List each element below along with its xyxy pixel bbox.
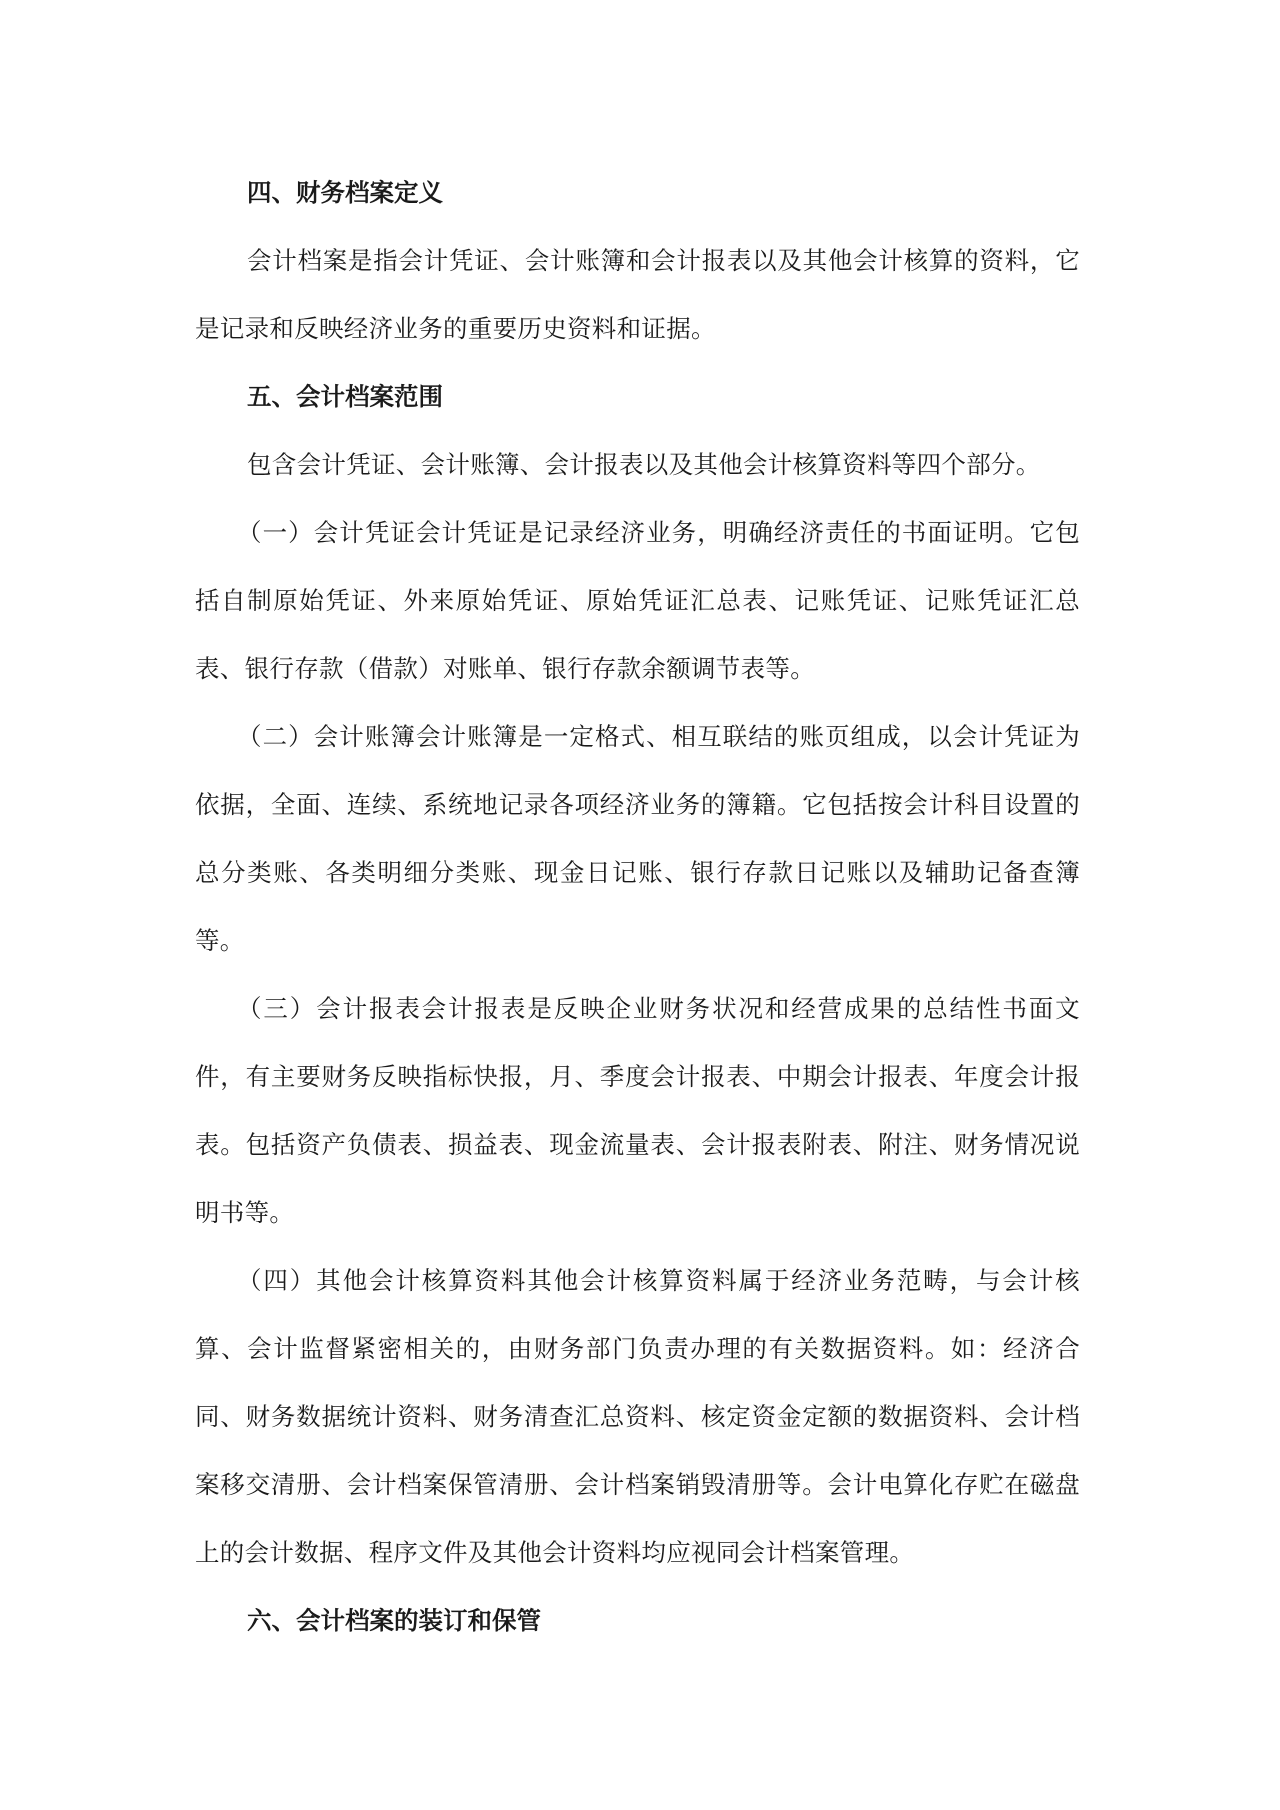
scope-item-vouchers: （一）会计凭证会计凭证是记录经济业务，明确经济责任的书面证明。它包括自制原始凭证、外来原始凭证、原始凭证汇总表、记账凭证、记账凭证汇总表、银行存款（借款）对账单、银行存款余额调节表等。 — [195, 518, 1080, 683]
section-heading-definition: 四、财务档案定义 — [247, 178, 443, 207]
scope-item-other-materials: （四）其他会计核算资料其他会计核算资料属于经济业务范畴，与会计核算、会计监督紧密相关的，由财务部门负责办理的有关数据资料。如：经济合同、财务数据统计资料、财务清查汇总资料、核定资金定额的数据资料、会计档案移交清册、会计档案保管清册、会计档案销毁清册等。会计电算化存贮在磁盘上的会计数据、程序文件及其他会计资料均应视同会计档案管理。 — [195, 1266, 1080, 1567]
section-heading-scope: 五、会计档案范围 — [247, 382, 443, 411]
definition-paragraph: 会计档案是指会计凭证、会计账簿和会计报表以及其他会计核算的资料，它是记录和反映经济业务的重要历史资料和证据。 — [195, 246, 1080, 343]
scope-item-reports: （三）会计报表会计报表是反映企业财务状况和经营成果的总结性书面文件，有主要财务反映指标快报，月、季度会计报表、中期会计报表、年度会计报表。包括资产负债表、损益表、现金流量表、会计报表附表、附注、财务情况说明书等。 — [195, 994, 1080, 1227]
scope-item-ledgers: （二）会计账簿会计账簿是一定格式、相互联结的账页组成，以会计凭证为依据，全面、连续、系统地记录各项经济业务的簿籍。它包括按会计科目设置的总分类账、各类明细分类账、现金日记账、银行存款日记账以及辅助记备查簿等。 — [195, 722, 1080, 955]
scope-intro-paragraph: 包含会计凭证、会计账簿、会计报表以及其他会计核算资料等四个部分。 — [247, 450, 1041, 479]
section-heading-binding: 六、会计档案的装订和保管 — [247, 1606, 541, 1635]
document-body — [195, 165, 1080, 1655]
